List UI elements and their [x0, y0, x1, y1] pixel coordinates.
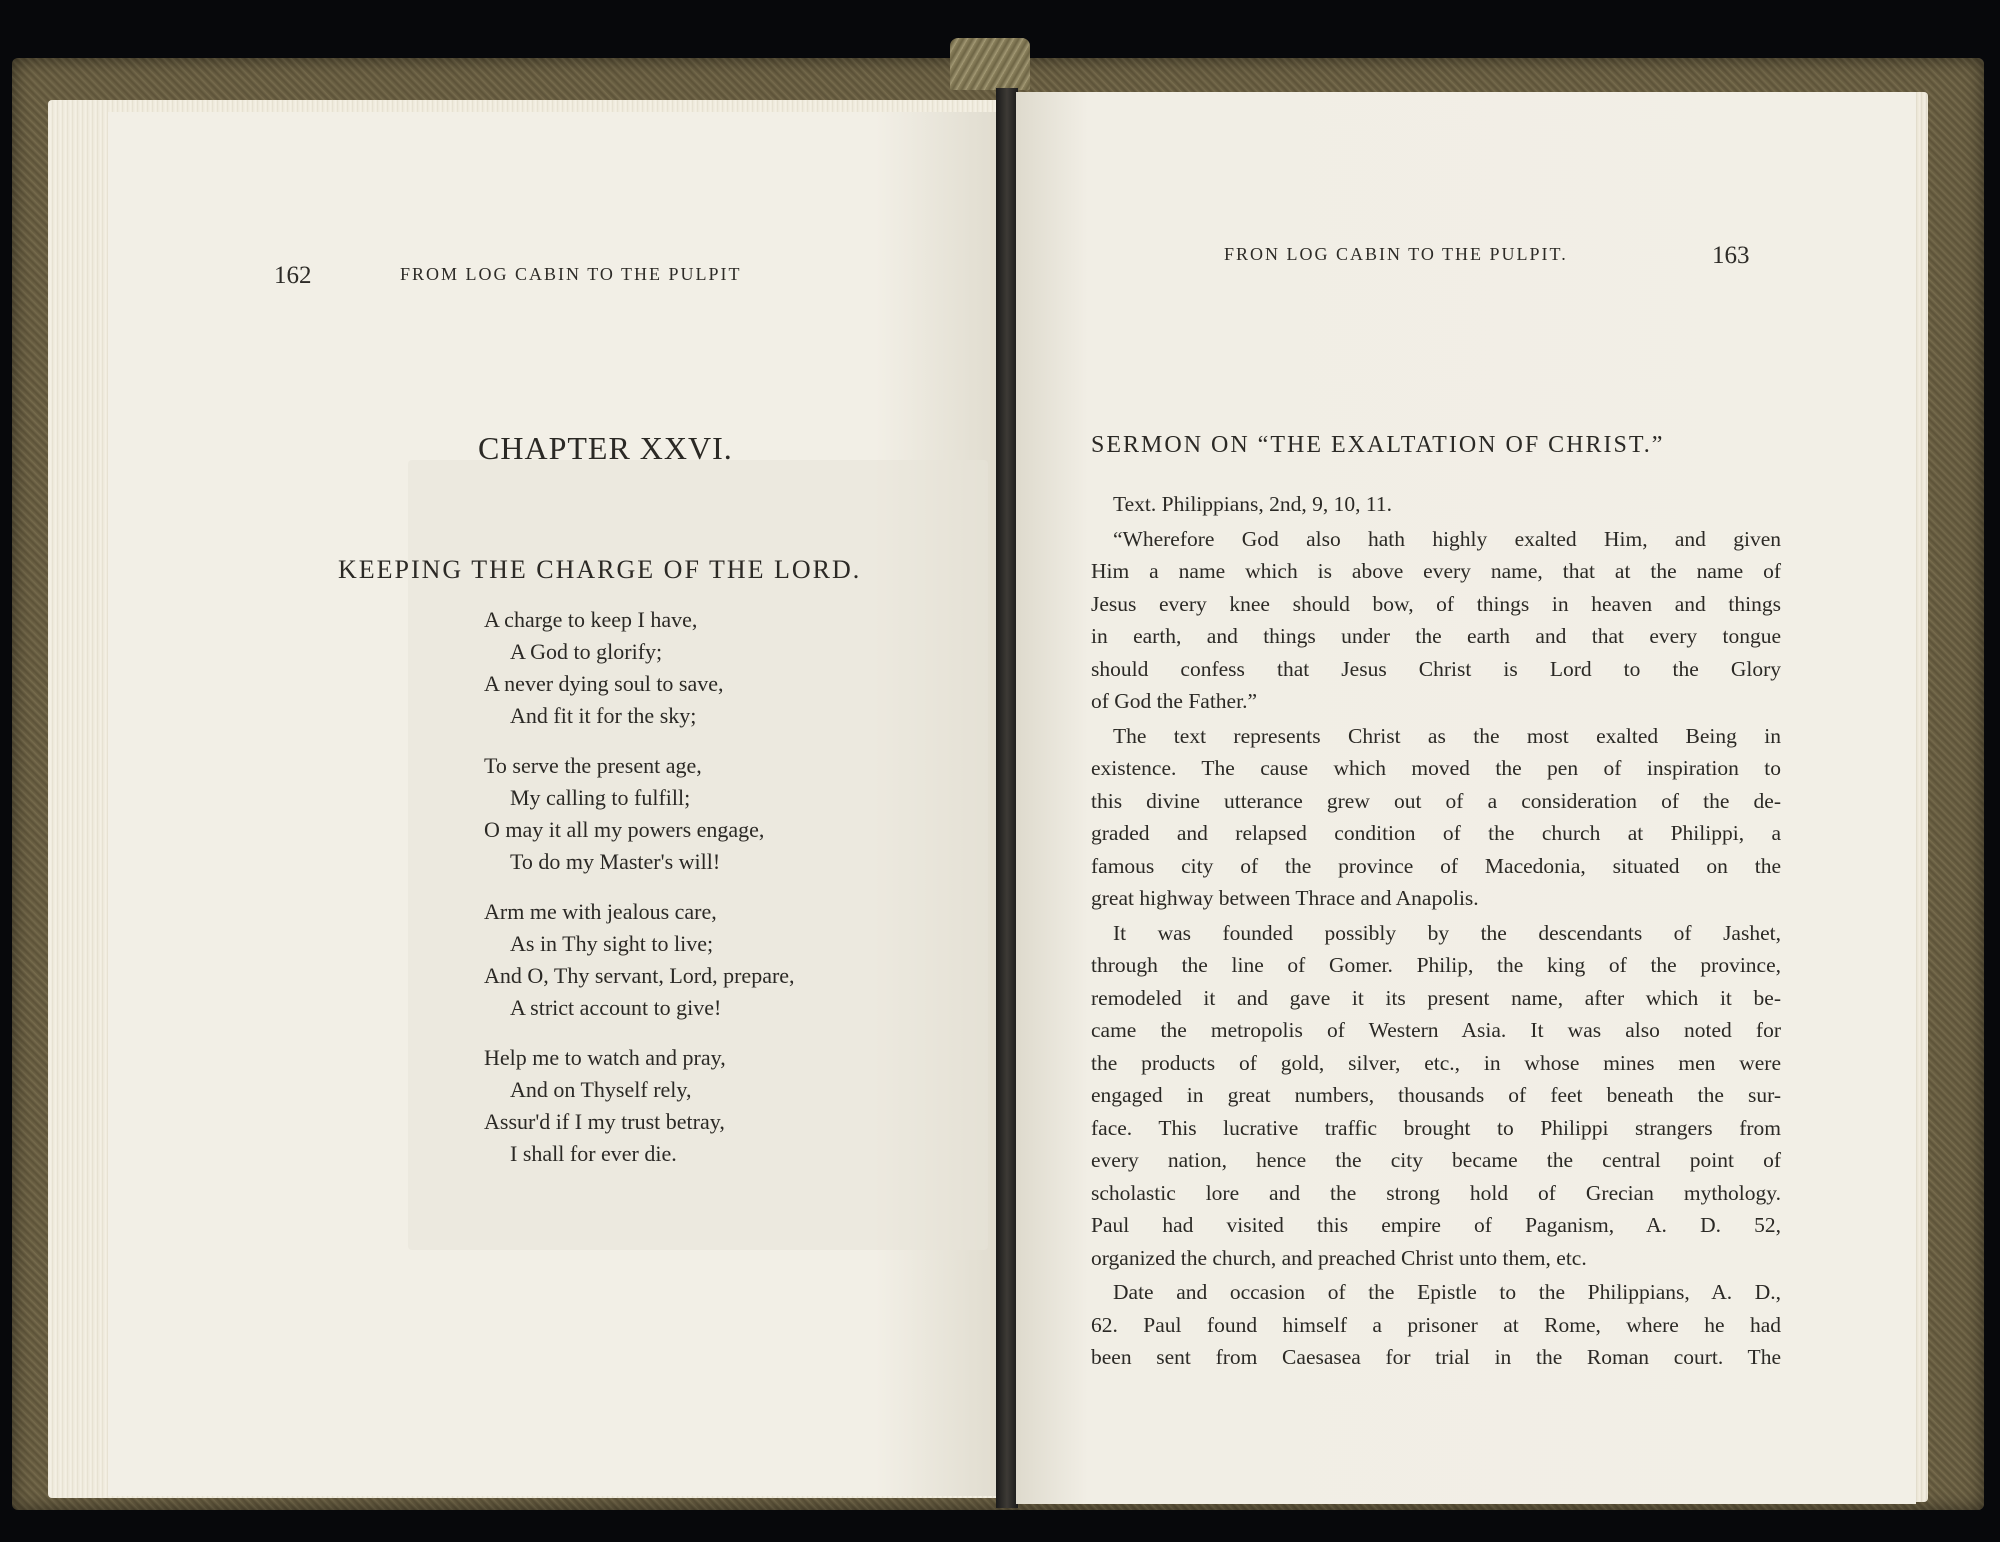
running-head: FRON LOG CABIN TO THE PULPIT.	[1224, 244, 1568, 264]
poem-line: As in Thy sight to live;	[510, 931, 714, 956]
right-page	[1016, 92, 1916, 1504]
running-head: FROM LOG CABIN TO THE PULPIT	[400, 264, 742, 284]
text-line: Date and occasion of the Epistle to the Philippians, A. D.,	[1113, 1280, 1781, 1304]
text-line: Paul had visited this empire of Paganism, A. D. 52,	[1091, 1213, 1781, 1237]
text-line: in earth, and things under the earth and that every tongue	[1091, 624, 1781, 648]
left-page	[108, 112, 1000, 1496]
poem-line: And fit it for the sky;	[510, 703, 697, 728]
sermon-text	[1091, 488, 1781, 1374]
text-line: existence. The cause which moved the pen of inspiration to	[1091, 756, 1781, 780]
book-headband	[950, 38, 1030, 90]
text-line: of God the Father.”	[1091, 689, 1257, 713]
text-line: the products of gold, silver, etc., in whose mines men were	[1091, 1050, 1781, 1075]
poem-stanza	[484, 896, 1000, 1024]
text-line: this divine utterance grew out of a consideration of the de-	[1091, 788, 1781, 813]
text-line: great highway between Thrace and Anapolis.	[1091, 886, 1479, 910]
poem-stanza	[484, 604, 1000, 732]
poem-line: My calling to fulfill;	[510, 785, 691, 810]
text-line: The text represents Christ as the most exalted Being in	[1113, 723, 1781, 748]
poem-line: To serve the present age,	[484, 753, 702, 778]
text-line: through the line of Gomer. Philip, the king of the province,	[1091, 953, 1781, 977]
page-number: 163	[1712, 242, 1750, 269]
chapter-subtitle: KEEPING THE CHARGE OF THE LORD.	[338, 555, 862, 584]
poem-line: To do my Master's will!	[510, 849, 721, 874]
poem-line: Arm me with jealous care,	[484, 899, 717, 924]
text-line: Jesus every knee should bow, of things in heaven and things	[1091, 591, 1781, 616]
poem-line: O may it all my powers engage,	[484, 817, 765, 842]
text-line: It was founded possibly by the descendants of Jashet,	[1113, 920, 1781, 945]
text-line: Him a name which is above every name, that at the name of	[1091, 559, 1781, 583]
poem-line: A charge to keep I have,	[484, 607, 698, 632]
text-line: every nation, hence the city became the central point of	[1091, 1148, 1781, 1172]
poem-line: Help me to watch and pray,	[484, 1045, 726, 1070]
poem-line: A strict account to give!	[510, 995, 722, 1020]
book-gutter	[996, 88, 1018, 1508]
chapter-title: CHAPTER XXVI.	[478, 430, 733, 466]
text-line: organized the church, and preached Christ unto them, etc.	[1091, 1245, 1587, 1270]
sermon-title: SERMON ON “THE EXALTATION OF CHRIST.”	[1091, 432, 1665, 458]
poem-line: And on Thyself rely,	[510, 1077, 692, 1102]
text-line: should confess that Jesus Christ is Lord to the Glory	[1091, 656, 1781, 681]
text-line: scholastic lore and the strong hold of Grecian mythology.	[1091, 1180, 1781, 1205]
poem-line: I shall for ever die.	[510, 1141, 677, 1166]
poem-stanza	[484, 1042, 1000, 1170]
poem-line: A God to glorify;	[510, 639, 663, 664]
text-line: face. This lucrative traffic brought to Philippi strangers from	[1091, 1115, 1781, 1140]
text-line: engaged in great numbers, thousands of feet beneath the sur-	[1091, 1083, 1781, 1107]
text-line: “Wherefore God also hath highly exalted Him, and given	[1113, 526, 1781, 551]
text-line: graded and relapsed condition of the church at Philippi, a	[1091, 821, 1781, 845]
text-line: remodeled it and gave it its present name, after which it be-	[1091, 985, 1781, 1010]
poem-line: A never dying soul to save,	[484, 671, 724, 696]
text-line: been sent from Caesasea for trial in the Roman court. The	[1091, 1345, 1781, 1369]
page-number: 162	[274, 262, 312, 289]
hymn-poem	[484, 604, 1000, 1188]
text-line: came the metropolis of Western Asia. It was also noted for	[1091, 1018, 1781, 1042]
text-line: famous city of the province of Macedonia, situated on the	[1091, 853, 1781, 878]
poem-line: And O, Thy servant, Lord, prepare,	[484, 963, 795, 988]
text-line: 62. Paul found himself a prisoner at Rome, where he had	[1091, 1312, 1781, 1337]
poem-stanza	[484, 750, 1000, 878]
text-line: Text. Philippians, 2nd, 9, 10, 11.	[1113, 492, 1392, 516]
poem-line: Assur'd if I my trust betray,	[484, 1109, 725, 1134]
